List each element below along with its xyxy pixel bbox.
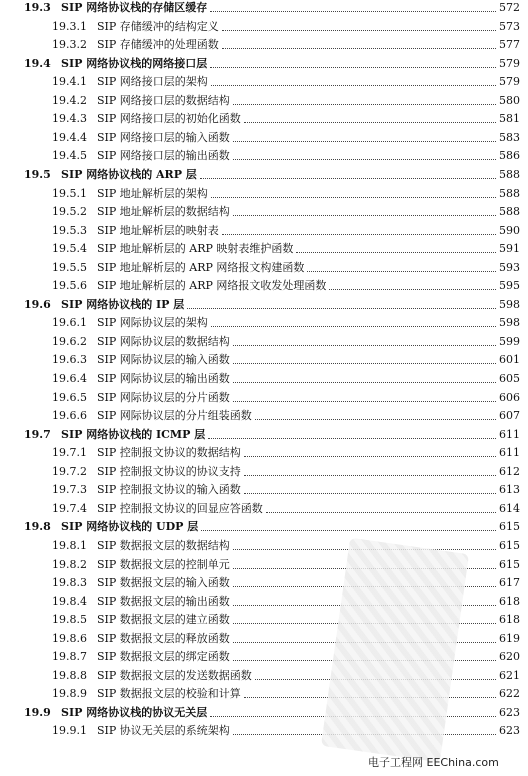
- toc-leader-dots: [222, 16, 496, 31]
- toc-page-number: 588: [499, 186, 520, 200]
- toc-number: 19.5.6: [52, 279, 87, 293]
- toc-number: 19.8.8: [52, 668, 87, 682]
- toc-title: SIP 数据报文层的发送数据函数: [97, 668, 252, 682]
- toc-page-number: 588: [499, 205, 520, 219]
- toc-title: SIP 网际协议层的架构: [97, 316, 208, 330]
- toc-page-number: 583: [499, 130, 520, 144]
- toc-number: 19.4.2: [52, 93, 87, 107]
- toc-page-number: 621: [499, 668, 520, 682]
- toc-title: SIP 网络协议栈的协议无关层: [61, 705, 208, 719]
- toc-number: 19.5.3: [52, 223, 87, 237]
- toc-title: SIP 网际协议层的数据结构: [97, 334, 230, 348]
- toc-number: 19.5: [24, 167, 51, 181]
- toc-number: 19.3.1: [52, 19, 87, 33]
- toc-number: 19.4.3: [52, 112, 87, 126]
- toc-page-number: 623: [499, 705, 520, 719]
- toc-number: 19.6.6: [52, 409, 87, 423]
- toc-page-number: 601: [499, 353, 520, 367]
- toc-page-number: 577: [499, 38, 520, 52]
- toc-leader-dots: [244, 461, 496, 476]
- toc-number: 19.8.9: [52, 687, 87, 701]
- toc-leader-dots: [244, 479, 496, 494]
- toc-title: SIP 网络协议栈的 IP 层: [61, 297, 185, 311]
- toc-leader-dots: [208, 424, 496, 439]
- toc-page-number: 623: [499, 724, 520, 738]
- toc-title: SIP 地址解析层的架构: [97, 186, 208, 200]
- toc-title: SIP 数据报文层的输出函数: [97, 594, 230, 608]
- toc-page-number: 618: [499, 594, 520, 608]
- toc-number: 19.7.2: [52, 464, 87, 478]
- toc-leader-dots: [201, 516, 496, 531]
- toc-leader-dots: [233, 387, 496, 402]
- toc-title: SIP 地址解析层的映射表: [97, 223, 219, 237]
- toc-leader-dots: [210, 53, 496, 68]
- toc-number: 19.6.5: [52, 390, 87, 404]
- toc-title: SIP 网际协议层的输入函数: [97, 353, 230, 367]
- toc-page-number: 588: [499, 167, 520, 181]
- toc-title: SIP 数据报文层的释放函数: [97, 631, 230, 645]
- toc-number: 19.7.3: [52, 483, 87, 497]
- toc-title: SIP 地址解析层的 ARP 映射表维护函数: [97, 242, 294, 256]
- toc-page-number: 617: [499, 576, 520, 590]
- toc-page-number: 615: [499, 538, 520, 552]
- toc-page-number: 599: [499, 334, 520, 348]
- toc-number: 19.6.3: [52, 353, 87, 367]
- toc-page-number: 620: [499, 650, 520, 664]
- toc-page-number: 598: [499, 297, 520, 311]
- toc-page-number: 590: [499, 223, 520, 237]
- toc-page-number: 572: [499, 1, 520, 14]
- toc-page-number: 591: [499, 242, 520, 256]
- toc-title: SIP 网络接口层的输出函数: [97, 149, 230, 163]
- toc-page-number: 579: [499, 56, 520, 70]
- toc-page-number: 607: [499, 409, 520, 423]
- toc-subsection-row: [0, 720, 528, 742]
- toc-title: SIP 数据报文层的绑定函数: [97, 650, 230, 664]
- toc-title: SIP 网际协议层的分片组装函数: [97, 409, 252, 423]
- toc-number: 19.8.3: [52, 576, 87, 590]
- toc-title: SIP 网络接口层的初始化函数: [97, 112, 241, 126]
- toc-number: 19.8.6: [52, 631, 87, 645]
- toc-number: 19.7.1: [52, 446, 87, 460]
- toc-number: 19.4: [24, 56, 51, 70]
- toc-leader-dots: [307, 257, 496, 272]
- toc-leader-dots: [255, 405, 496, 420]
- toc-page-number: 586: [499, 149, 520, 163]
- toc-number: 19.5.2: [52, 205, 87, 219]
- toc-page-number: 618: [499, 613, 520, 627]
- toc-title: SIP 网络协议栈的 UDP 层: [61, 520, 199, 534]
- toc-number: 19.7.4: [52, 501, 87, 515]
- toc-page-number: 593: [499, 260, 520, 274]
- toc-leader-dots: [233, 201, 496, 216]
- toc-leader-dots: [296, 238, 496, 253]
- toc-number: 19.9: [24, 705, 51, 719]
- toc-page-number: 614: [499, 501, 520, 515]
- toc-title: SIP 地址解析层的 ARP 网络报文收发处理函数: [97, 279, 327, 293]
- toc-number: 19.4.5: [52, 149, 87, 163]
- toc-title: SIP 网络协议栈的存储区缓存: [61, 1, 208, 14]
- toc-page-number: 612: [499, 464, 520, 478]
- toc-number: 19.4.4: [52, 130, 87, 144]
- toc-number: 19.8.2: [52, 557, 87, 571]
- toc-title: SIP 网络协议栈的 ARP 层: [61, 167, 197, 181]
- toc-leader-dots: [222, 220, 496, 235]
- toc-title: SIP 网络接口层的输入函数: [97, 130, 230, 144]
- toc-page-number: 622: [499, 687, 520, 701]
- toc-page-number: 613: [499, 483, 520, 497]
- toc-page-number: 611: [499, 427, 520, 441]
- toc-page-number: 615: [499, 520, 520, 534]
- toc-page-number: 615: [499, 557, 520, 571]
- toc-title: SIP 控制报文协议的协议支持: [97, 464, 241, 478]
- toc-leader-dots: [200, 164, 496, 179]
- toc-number: 19.3: [24, 1, 51, 14]
- toc-leader-dots: [233, 127, 496, 142]
- toc-page-number: 605: [499, 372, 520, 385]
- toc-page-number: 611: [499, 446, 520, 460]
- toc-title: SIP 网络接口层的数据结构: [97, 93, 230, 107]
- toc-title: SIP 网络接口层的架构: [97, 75, 208, 89]
- toc-number: 19.8.5: [52, 613, 87, 627]
- toc-number: 19.4.1: [52, 75, 87, 89]
- toc-title: SIP 存储缓冲的结构定义: [97, 19, 219, 33]
- toc-page-number: 579: [499, 75, 520, 89]
- toc-leader-dots: [244, 108, 496, 123]
- toc-leader-dots: [266, 498, 496, 513]
- toc-number: 19.6: [24, 297, 51, 311]
- toc-number: 19.6.1: [52, 316, 87, 330]
- toc-title: SIP 控制报文协议的输入函数: [97, 483, 241, 497]
- toc-leader-dots: [233, 368, 496, 383]
- toc-number: 19.3.2: [52, 38, 87, 52]
- toc-number: 19.5.4: [52, 242, 87, 256]
- toc-number: 19.6.4: [52, 372, 87, 385]
- toc-title: SIP 数据报文层的建立函数: [97, 613, 230, 627]
- toc-leader-dots: [244, 442, 496, 457]
- toc-leader-dots: [211, 71, 496, 86]
- toc-leader-dots: [222, 34, 496, 49]
- toc-number: 19.7: [24, 427, 51, 441]
- toc-title: SIP 网际协议层的输出函数: [97, 372, 230, 385]
- site-watermark-text: 电子工程网 EEChina.com: [368, 756, 499, 769]
- toc-number: 19.5.1: [52, 186, 87, 200]
- toc-leader-dots: [211, 312, 496, 327]
- toc-leader-dots: [210, 0, 496, 12]
- toc-page-number: 580: [499, 93, 520, 107]
- toc-number: 19.9.1: [52, 724, 87, 738]
- toc-leader-dots: [233, 349, 496, 364]
- toc-title: SIP 网络协议栈的 ICMP 层: [61, 427, 206, 441]
- toc-title: SIP 数据报文层的控制单元: [97, 557, 230, 571]
- toc-leader-dots: [233, 90, 496, 105]
- toc-page-number: 606: [499, 390, 520, 404]
- toc-leader-dots: [233, 145, 496, 160]
- toc-title: SIP 地址解析层的数据结构: [97, 205, 230, 219]
- toc-title: SIP 网际协议层的分片函数: [97, 390, 230, 404]
- toc-leader-dots: [329, 275, 496, 290]
- toc-leader-dots: [233, 331, 496, 346]
- toc-leader-dots: [211, 183, 496, 198]
- toc-number: 19.6.2: [52, 334, 87, 348]
- toc-title: SIP 控制报文协议的回显应答函数: [97, 501, 263, 515]
- toc-page-number: 581: [499, 112, 520, 126]
- toc-number: 19.8.1: [52, 538, 87, 552]
- toc-title: SIP 地址解析层的 ARP 网络报文构建函数: [97, 260, 305, 274]
- toc-title: SIP 数据报文层的输入函数: [97, 576, 230, 590]
- toc-page-number: 573: [499, 19, 520, 33]
- toc-page-number: 595: [499, 279, 520, 293]
- toc-page-number: 598: [499, 316, 520, 330]
- toc-number: 19.5.5: [52, 260, 87, 274]
- toc-title: SIP 存储缓冲的处理函数: [97, 38, 219, 52]
- toc-title: SIP 控制报文协议的数据结构: [97, 446, 241, 460]
- toc-leader-dots: [187, 294, 496, 309]
- toc-title: SIP 协议无关层的系统架构: [97, 724, 230, 738]
- toc-title: SIP 数据报文层的校验和计算: [97, 687, 241, 701]
- toc-title: SIP 数据报文层的数据结构: [97, 538, 230, 552]
- toc-number: 19.8: [24, 520, 51, 534]
- toc-page-number: 619: [499, 631, 520, 645]
- toc-number: 19.8.4: [52, 594, 87, 608]
- toc-number: 19.8.7: [52, 650, 87, 664]
- toc-title: SIP 网络协议栈的网络接口层: [61, 56, 208, 70]
